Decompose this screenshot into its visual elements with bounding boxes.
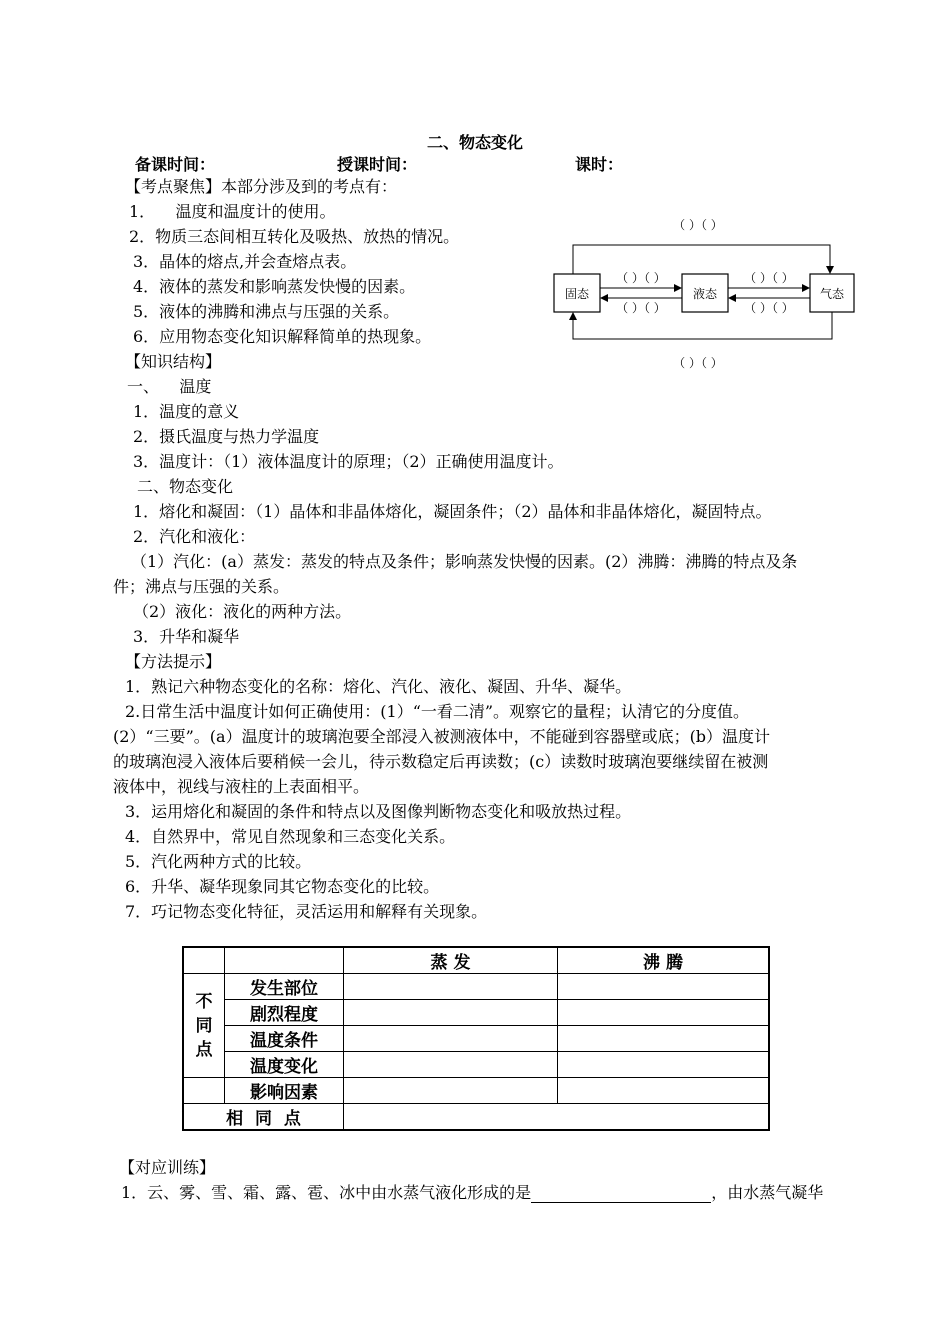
method-item-4: 4．自然界中，常见自然现象和三态变化关系。 <box>125 827 456 846</box>
structure-heading: 【知识结构】 <box>125 352 222 371</box>
question-1-text-cont: ，由水蒸气凝华 <box>711 1183 824 1202</box>
paren-solid-liquid-top: （ ）（ ） <box>616 271 666 285</box>
change-item-1: 1．熔化和凝固：（1）晶体和非晶体熔化，凝固条件；（2）晶体和非晶体熔化，凝固特点。 <box>133 502 772 521</box>
row-label: 剧烈程度 <box>225 1000 344 1026</box>
table-corner-cell <box>183 947 225 974</box>
table-cell[interactable] <box>344 1078 558 1104</box>
focus-item-6: 6．应用物态变化知识解释简单的热现象。 <box>133 327 432 346</box>
table-cell[interactable] <box>344 1026 558 1052</box>
method-item-3: 3．运用熔化和凝固的条件和特点以及图像判断物态变化和吸放热过程。 <box>125 802 632 821</box>
change-item-3: 3．升华和凝华 <box>133 627 240 646</box>
method-item-6: 6．升华、凝华现象同其它物态变化的比较。 <box>125 877 440 896</box>
question-1-text: 1．云、雾、雪、霜、露、雹、冰中由水蒸气液化形成的是 <box>121 1183 532 1202</box>
training-heading: 【对应训练】 <box>119 1158 216 1177</box>
table-row <box>183 1052 769 1078</box>
focus-item-5: 5．液体的沸腾和沸点与压强的关系。 <box>133 302 400 321</box>
paren-liquid-gas-top: （ ）（ ） <box>744 271 794 285</box>
change-item-2b: （2）液化：液化的两种方法。 <box>133 602 352 621</box>
focus-item-3: 3．晶体的熔点,并会查熔点表。 <box>133 252 357 271</box>
table-cell[interactable] <box>344 974 558 1000</box>
focus-item-4: 4．液体的蒸发和影响蒸发快慢的因素。 <box>133 277 416 296</box>
method-item-2-line4: 液体中，视线与液柱的上表面相平。 <box>113 777 370 796</box>
method-item-2-line1: 2.日常生活中温度计如何正确使用：(1）“一看二清”。观察它的量程；认清它的分度值。 <box>125 702 750 721</box>
method-heading: 【方法提示】 <box>125 652 222 671</box>
structure-item-2: 2．摄氏温度与热力学温度 <box>133 427 320 446</box>
arrow-solid-to-gas <box>573 245 830 274</box>
table-cell[interactable] <box>344 1104 770 1131</box>
liquid-label: 液态 <box>692 287 718 301</box>
table-cell[interactable] <box>558 1078 770 1104</box>
table-cell[interactable] <box>344 1000 558 1026</box>
table-row <box>183 1026 769 1052</box>
differences-label: 不 同 点 <box>183 974 225 1078</box>
table-row <box>183 1104 769 1131</box>
focus-item-2: 2．物质三态间相互转化及吸热、放热的情况。 <box>129 227 460 246</box>
gas-label: 气态 <box>819 287 845 301</box>
table-blank-cell <box>183 1078 225 1104</box>
method-item-2-line2: (2）“三要”。(a）温度计的玻璃泡要全部浸入被测液体中，不能碰到容器壁或底；(b）温度计 <box>113 727 771 746</box>
prep-time-label: 备课时间： <box>135 155 216 174</box>
structure-item-3: 3．温度计：（1）液体温度计的原理；（2）正确使用温度计。 <box>133 452 564 471</box>
table-corner-cell <box>225 947 344 974</box>
table-row <box>183 1078 769 1104</box>
teach-time-label: 授课时间： <box>337 155 418 174</box>
paren-sublimation: （ ）（ ） <box>673 218 723 232</box>
arrow-gas-to-solid <box>573 312 832 339</box>
change-item-2a-line2: 件；沸点与压强的关系。 <box>113 577 290 596</box>
focus-item-1: 1． 温度和温度计的使用。 <box>129 202 336 221</box>
state-change-diagram <box>548 208 868 378</box>
paren-solid-liquid-bottom: （ ）（ ） <box>616 301 666 315</box>
method-item-1: 1．熟记六种物态变化的名称：熔化、汽化、液化、凝固、升华、凝华。 <box>125 677 632 696</box>
solid-label: 固态 <box>564 287 590 301</box>
row-label: 温度条件 <box>225 1026 344 1052</box>
periods-label: 课时： <box>575 155 624 174</box>
table-cell[interactable] <box>558 974 770 1000</box>
focus-heading: 【考点聚焦】本部分涉及到的考点有： <box>125 177 398 196</box>
row-label: 发生部位 <box>225 974 344 1000</box>
page-title: 二、物态变化 <box>426 133 523 152</box>
table-row <box>183 974 769 1000</box>
answer-blank[interactable] <box>531 1186 711 1203</box>
section-state-change: 二、物态变化 <box>137 477 234 496</box>
section-temperature: 一、 温度 <box>127 377 212 396</box>
question-1 <box>121 1183 823 1203</box>
table-header-row <box>183 947 769 974</box>
paren-liquid-gas-bottom: （ ）（ ） <box>744 301 794 315</box>
change-item-2: 2．汽化和液化： <box>133 527 256 546</box>
paren-deposition: （ ）（ ） <box>673 356 723 370</box>
method-item-5: 5．汽化两种方式的比较。 <box>125 852 312 871</box>
column-header-boiling: 沸 腾 <box>558 947 770 974</box>
method-item-7: 7．巧记物态变化特征，灵活运用和解释有关现象。 <box>125 902 488 921</box>
row-label: 影响因素 <box>225 1078 344 1104</box>
change-item-2a-line1: （1）汽化：(a）蒸发：蒸发的特点及条件；影响蒸发快慢的因素。(2）沸腾：沸腾的特点及条 <box>131 552 798 571</box>
column-header-evaporation: 蒸 发 <box>344 947 558 974</box>
method-item-2-line3: 的玻璃泡浸入液体后要稍候一会儿，待示数稳定后再读数；(c）读数时玻璃泡要继续留在被测 <box>113 752 769 771</box>
structure-item-1: 1．温度的意义 <box>133 402 240 421</box>
evaporation-boiling-table <box>182 946 770 1131</box>
table-cell[interactable] <box>558 1000 770 1026</box>
row-label: 温度变化 <box>225 1052 344 1078</box>
table-cell[interactable] <box>558 1026 770 1052</box>
table-cell[interactable] <box>558 1052 770 1078</box>
table-row <box>183 1000 769 1026</box>
same-points-label: 相 同 点 <box>183 1104 344 1131</box>
table-cell[interactable] <box>344 1052 558 1078</box>
